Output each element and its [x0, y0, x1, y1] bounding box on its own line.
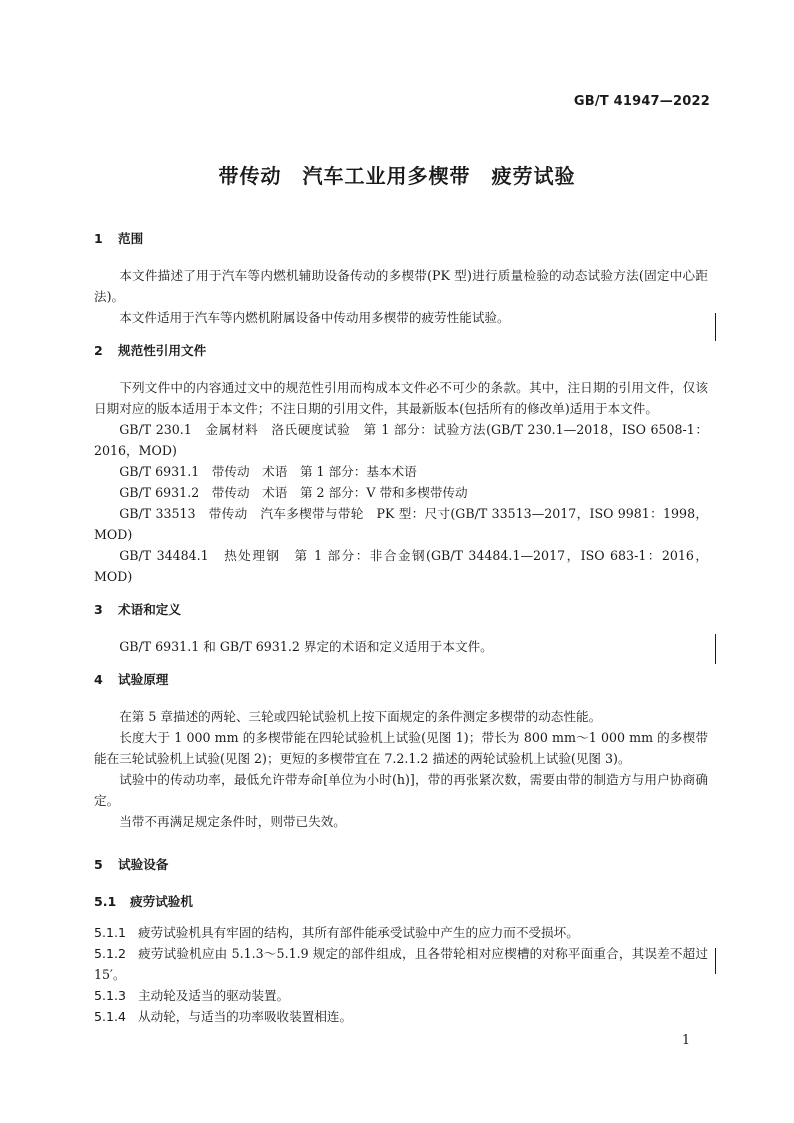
paragraph: 下列文件中的内容通过文中的规范性引用而构成本文件必不可少的条款。其中，注日期的引用文件，仅该日期对应的版本适用于本文件；不注日期的引用文件，其最新版本(包括所有的修改单)适用于本文件。	[94, 380, 708, 416]
clause-number: 5.1.2	[94, 946, 127, 961]
clause-number: 5.1.3	[94, 988, 127, 1003]
section-heading-scope	[94, 228, 708, 249]
clause-text: 从动轮，与适当的功率吸收装置相连。	[138, 1009, 353, 1024]
section-title: 术语和定义	[118, 602, 181, 617]
section-number: 1	[94, 231, 103, 246]
paragraph: 长度大于 1 000 mm 的多楔带能在四轮试验机上试验(见图 1)；带长为 800 mm～1 000 mm 的多楔带能在三轮试验机上试验(见图 2)；更短的多楔带宜在 7.2.1.2 描述的两轮试验机上试验(见图 3)。	[94, 730, 708, 766]
clause-5-1-1	[94, 922, 708, 943]
revision-marker	[715, 634, 716, 664]
clause-5-1-2	[94, 943, 708, 985]
clause-text: 疲劳试验机应由 5.1.3～5.1.9 规定的部件组成，且各带轮相对应楔槽的对称平面重合，其误差不超过 15′。	[94, 946, 708, 982]
paragraph: 在第 5 章描述的两轮、三轮或四轮试验机上按下面规定的条件测定多楔带的动态性能。	[119, 709, 602, 724]
paragraph: 本文件描述了用于汽车等内燃机辅助设备传动的多楔带(PK 型)进行质量检验的动态试验方法(固定中心距法)。	[94, 268, 708, 304]
section-heading-equipment	[94, 854, 708, 875]
paragraph: GB/T 6931.1 和 GB/T 6931.2 界定的术语和定义适用于本文件。	[119, 639, 493, 654]
reference-item: GB/T 230.1 金属材料 洛氏硬度试验 第 1 部分：试验方法(GB/T 230.1—2018，ISO 6508-1：2016，MOD)	[94, 422, 708, 458]
section-heading-normative-references	[94, 340, 708, 361]
clause-number: 5.1.1	[94, 925, 127, 940]
clause-5-1-4	[94, 1006, 708, 1027]
subsection-number: 5.1	[94, 894, 117, 909]
reference-item: GB/T 6931.1 带传动 术语 第 1 部分：基本术语	[119, 464, 417, 479]
document-title: 带传动 汽车工业用多楔带 疲劳试验	[218, 164, 576, 188]
section-title: 范围	[118, 231, 144, 246]
section-number: 4	[94, 672, 103, 687]
section-heading-terms	[94, 599, 708, 620]
subsection-title: 疲劳试验机	[130, 894, 193, 909]
paragraph: 本文件适用于汽车等内燃机附属设备中传动用多楔带的疲劳性能试验。	[119, 310, 510, 325]
section-title: 试验设备	[118, 857, 169, 872]
section-title: 规范性引用文件	[118, 343, 207, 358]
subsection-heading-fatigue-machine	[94, 891, 708, 912]
revision-marker	[715, 948, 716, 974]
revision-marker	[715, 313, 716, 341]
clause-text: 疲劳试验机具有牢固的结构，其所有部件能承受试验中产生的应力而不受损坏。	[138, 925, 579, 940]
section-number: 3	[94, 602, 103, 617]
clause-text: 主动轮及适当的驱动装置。	[138, 988, 290, 1003]
document-body	[94, 228, 708, 1027]
section-heading-principle	[94, 669, 708, 690]
page-number: 1	[681, 1032, 690, 1047]
standard-code: GB/T 41947—2022	[573, 94, 710, 109]
section-number: 5	[94, 857, 103, 872]
section-title: 试验原理	[118, 672, 169, 687]
reference-item: GB/T 34484.1 热处理钢 第 1 部分：非合金钢(GB/T 34484.1—2017，ISO 683-1：2016，MOD)	[94, 548, 708, 584]
reference-item: GB/T 33513 带传动 汽车多楔带与带轮 PK 型：尺寸(GB/T 33513—2017，ISO 9981：1998，MOD)	[94, 506, 708, 542]
clause-5-1-3	[94, 985, 708, 1006]
clause-number: 5.1.4	[94, 1009, 127, 1024]
section-number: 2	[94, 343, 103, 358]
paragraph: 当带不再满足规定条件时，则带已失效。	[119, 814, 346, 829]
paragraph: 试验中的传动功率，最低允许带寿命[单位为小时(h)]，带的再张紧次数，需要由带的制造方与用户协商确定。	[94, 772, 708, 808]
reference-item: GB/T 6931.2 带传动 术语 第 2 部分：V 带和多楔带传动	[119, 485, 468, 500]
